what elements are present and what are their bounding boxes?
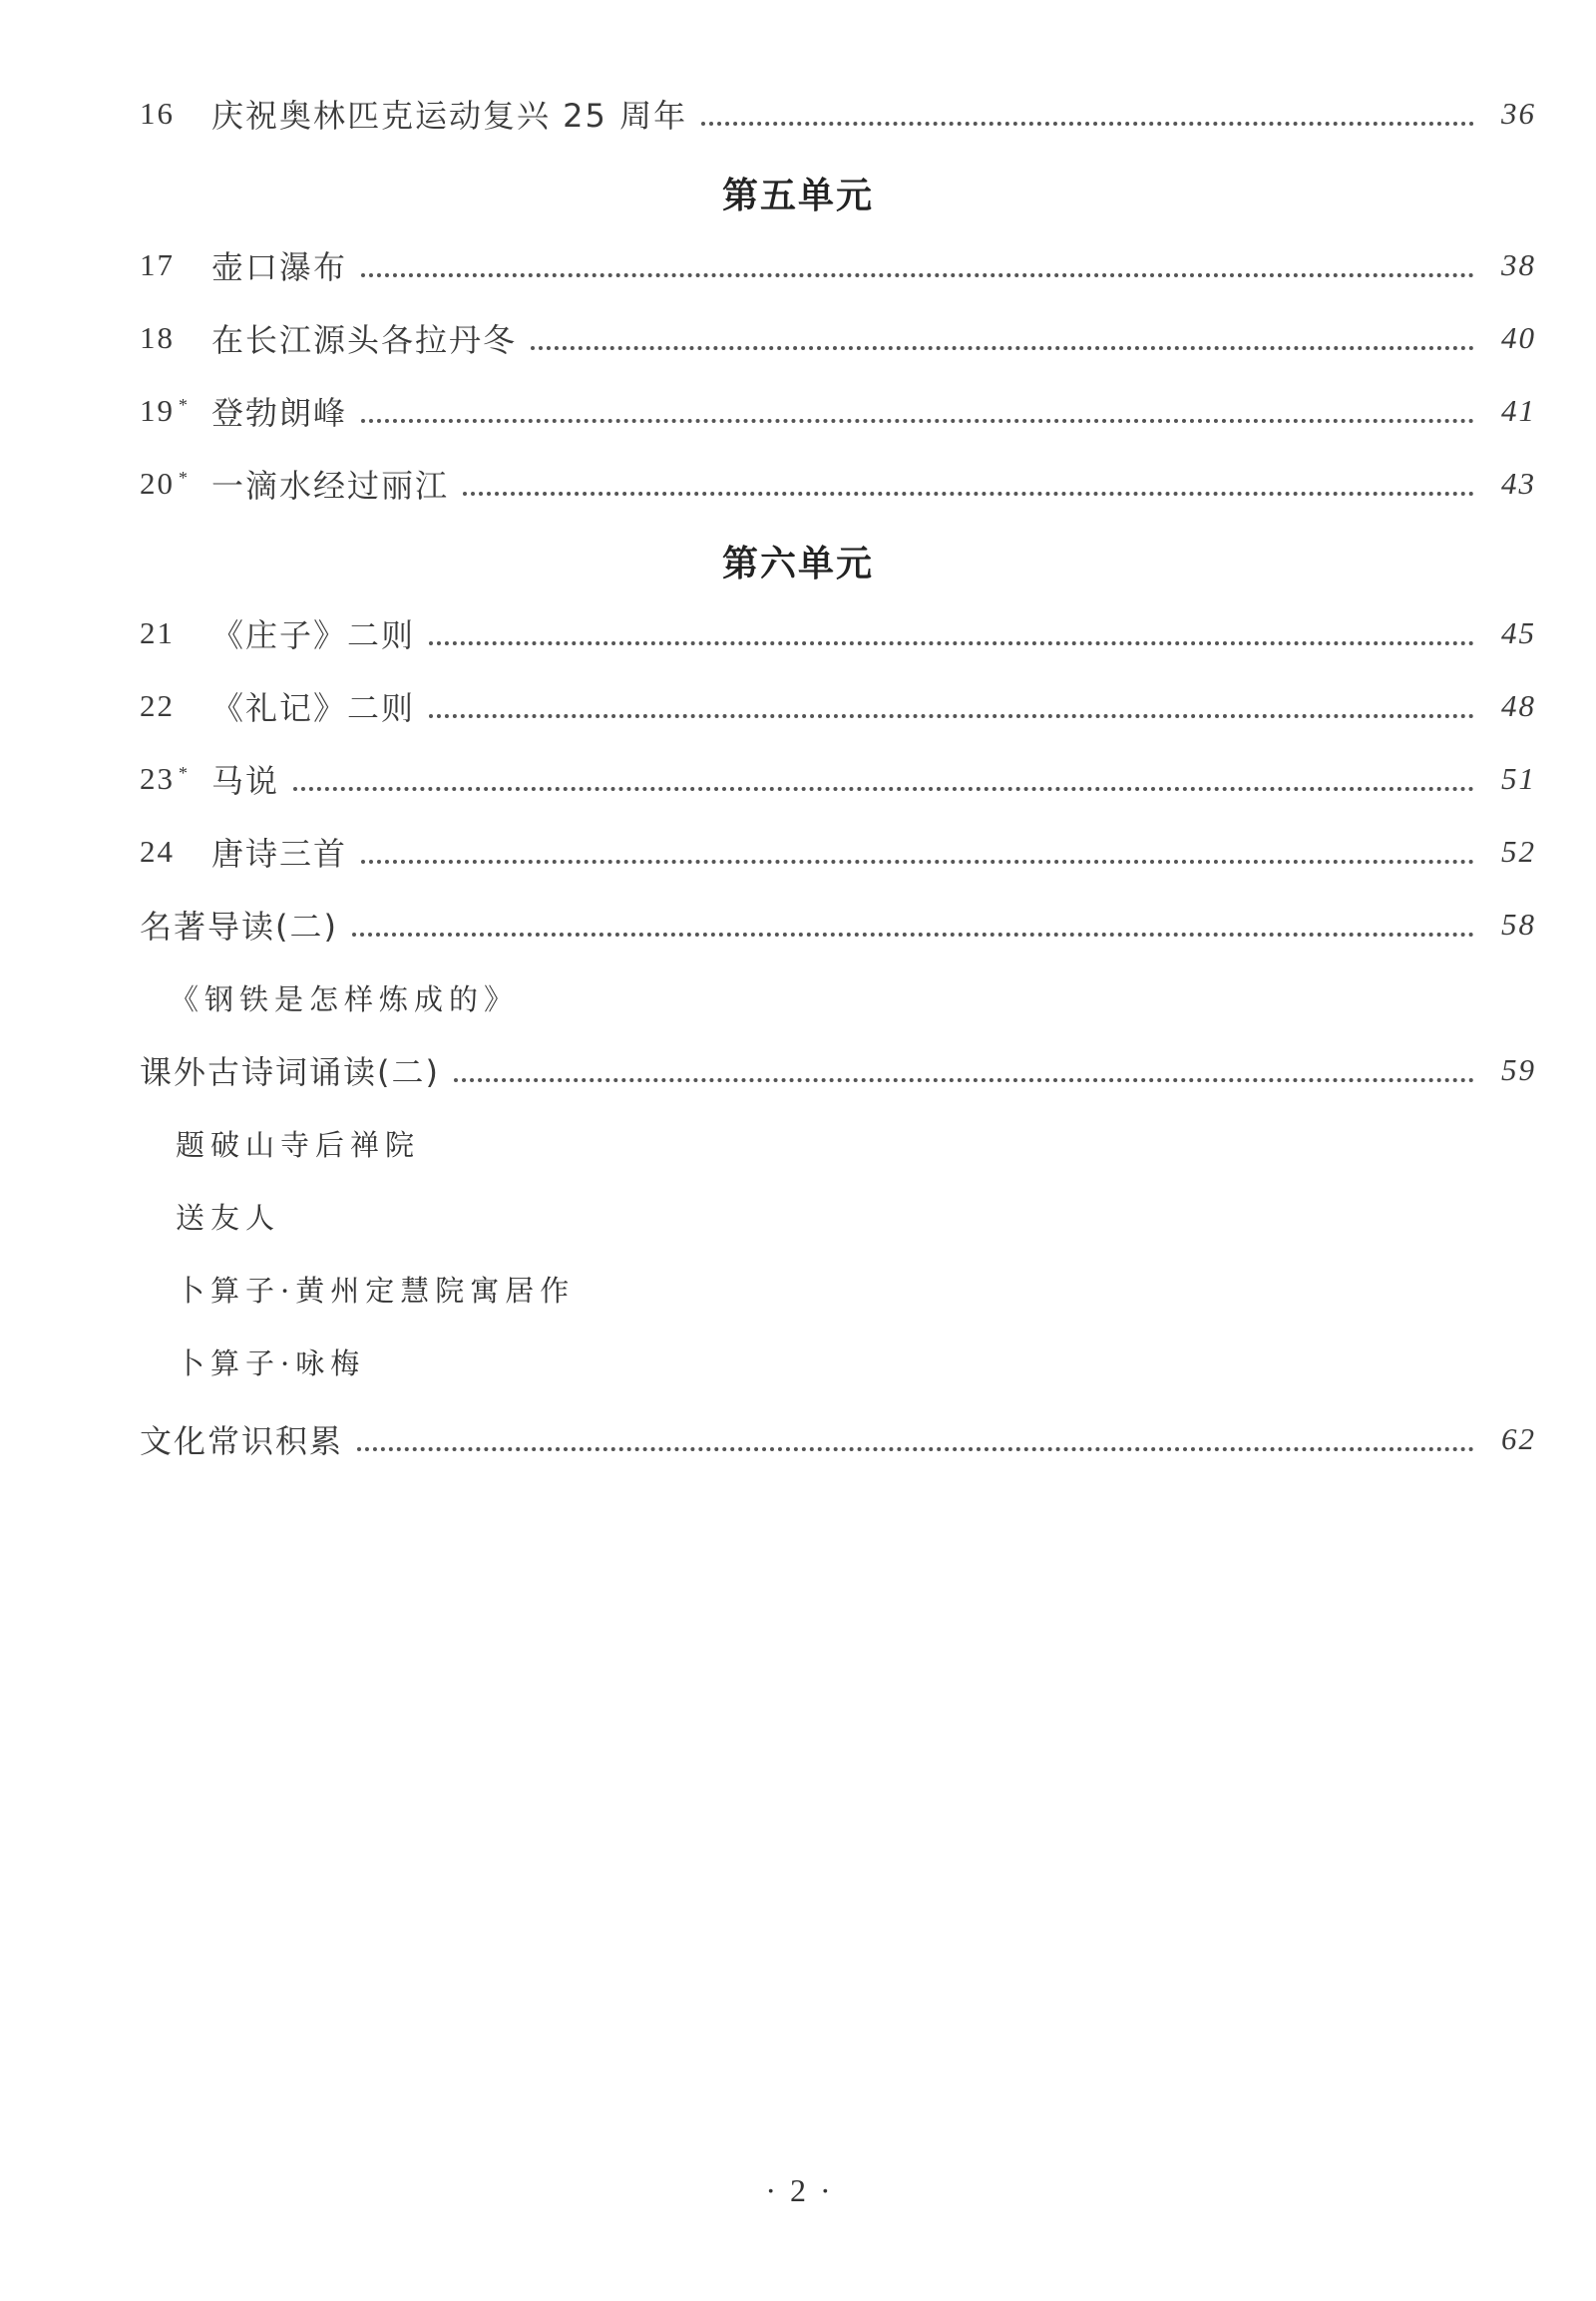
dot-leader (429, 641, 1474, 645)
entry-title: 唐诗三首 (211, 835, 348, 873)
poem-item[interactable]: 卜算子·黄州定慧院寓居作 (176, 1274, 576, 1308)
toc-entry-16[interactable] (140, 89, 1536, 139)
entry-number: 21 (140, 615, 175, 650)
entry-number: 24 (140, 834, 175, 869)
entry-page-number: 40 (1501, 320, 1536, 355)
entry-page-number: 43 (1501, 466, 1536, 501)
entry-number: 18 (140, 320, 175, 355)
entry-title: 在长江源头各拉丹冬 (211, 321, 518, 359)
page-footer (0, 2172, 1596, 2209)
entry-page-number: 52 (1501, 834, 1536, 869)
entry-title: 《庄子》二则 (211, 616, 416, 654)
entry-number: 22 (140, 688, 175, 723)
entry-page-number: 36 (1501, 96, 1536, 131)
entry-number: 20 * (140, 466, 190, 501)
toc-entry-23[interactable] (140, 754, 1536, 804)
unit-heading-6: 第六单元 (721, 543, 874, 584)
toc-entry-22[interactable] (140, 681, 1536, 731)
toc-entry-reading-2[interactable] (140, 900, 1536, 950)
entry-number: 19 * (140, 393, 190, 428)
entry-title: 文化常识积累 (140, 1422, 344, 1460)
entry-page-number: 45 (1501, 615, 1536, 650)
poem-item[interactable]: 送友人 (176, 1201, 281, 1235)
reading-book-title[interactable]: 《钢铁是怎样炼成的》 (170, 982, 520, 1016)
footer-dot-right: · (820, 2172, 831, 2208)
entry-page-number: 51 (1501, 761, 1536, 796)
toc-entry-19[interactable] (140, 386, 1536, 436)
entry-page-number: 41 (1501, 393, 1536, 428)
dot-leader (454, 1078, 1474, 1082)
entry-page-number: 38 (1501, 247, 1536, 282)
toc-entry-culture[interactable] (140, 1414, 1536, 1464)
dot-leader (701, 122, 1474, 126)
dot-leader (361, 419, 1474, 423)
toc-entry-poems-2[interactable] (140, 1045, 1536, 1095)
dot-leader (361, 273, 1474, 277)
entry-number: 16 (140, 96, 175, 131)
dot-leader (531, 346, 1474, 350)
poem-item[interactable]: 卜算子·咏梅 (176, 1346, 366, 1380)
dot-leader (429, 714, 1474, 718)
entry-page-number: 48 (1501, 688, 1536, 723)
entry-title: 课外古诗词诵读(二) (140, 1053, 440, 1091)
unit-heading-5: 第五单元 (721, 175, 874, 216)
toc-entry-20[interactable] (140, 459, 1536, 509)
entry-title: 马说 (211, 762, 280, 800)
entry-page-number: 62 (1501, 1421, 1536, 1456)
entry-number: 23 * (140, 761, 190, 796)
dot-leader (361, 860, 1474, 864)
footer-page-number: 2 (790, 2172, 806, 2208)
entry-title: 登勃朗峰 (211, 394, 348, 432)
poem-item[interactable]: 题破山寺后禅院 (176, 1128, 421, 1162)
entry-title: 庆祝奥林匹克运动复兴 25 周年 (211, 97, 688, 135)
toc-entry-17[interactable] (140, 240, 1536, 290)
entry-title: 《礼记》二则 (211, 689, 416, 727)
dot-leader (463, 492, 1474, 496)
footer-dot-left: · (765, 2172, 776, 2208)
entry-page-number: 59 (1501, 1052, 1536, 1087)
dot-leader (357, 1447, 1474, 1451)
toc-entry-24[interactable] (140, 827, 1536, 877)
toc-entry-21[interactable] (140, 608, 1536, 658)
entry-number: 17 (140, 247, 175, 282)
entry-title: 名著导读(二) (140, 908, 338, 946)
dot-leader (352, 933, 1474, 937)
entry-page-number: 58 (1501, 907, 1536, 942)
dot-leader (293, 787, 1474, 791)
toc-entry-18[interactable] (140, 313, 1536, 363)
entry-title: 壶口瀑布 (211, 248, 348, 286)
entry-title: 一滴水经过丽江 (211, 467, 450, 505)
